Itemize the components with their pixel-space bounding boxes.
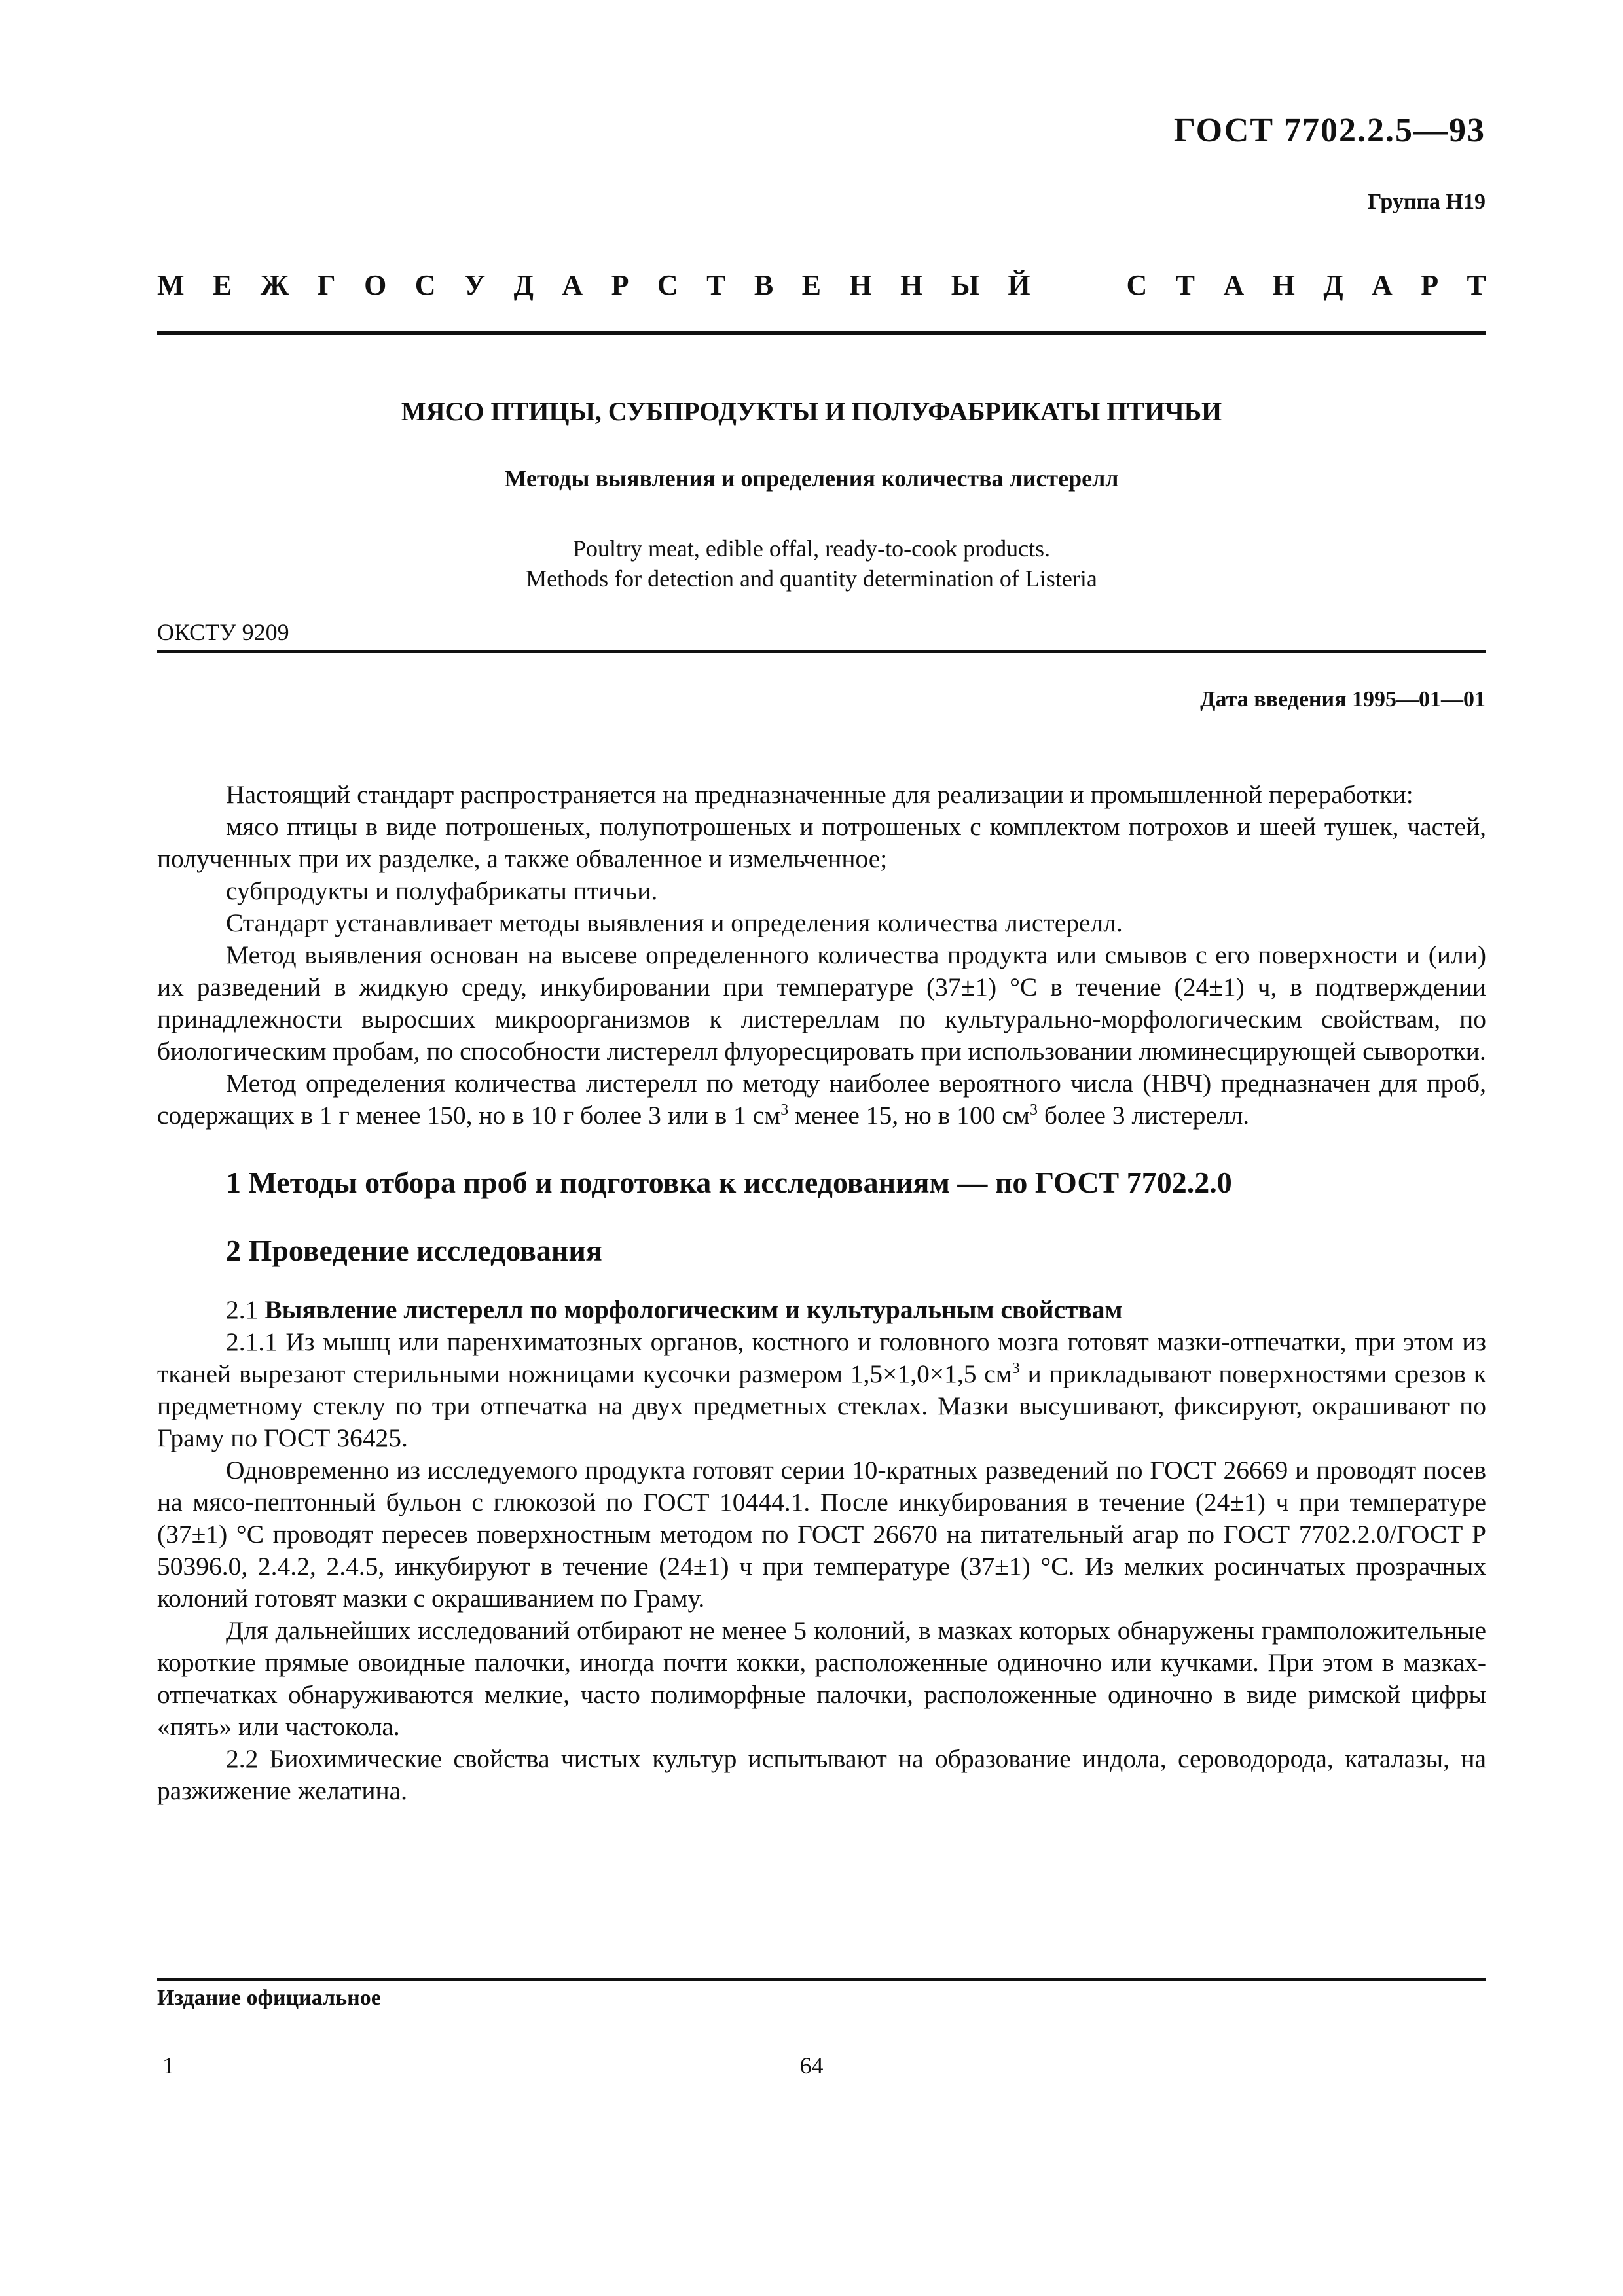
introduction-date: Дата введения 1995—01—01 (1200, 687, 1486, 711)
banner-letter: Т (1175, 269, 1195, 301)
banner-letter: М (157, 269, 185, 301)
subsection-number: 2.1 (226, 1295, 265, 1324)
body-paragraph: Одновременно из исследуемого продукта готовят серии 10-кратных разведений по ГОСТ 26669 и проводят посев на мясо-пептонный бульон с глюкозой по ГОСТ 10444.1. После инкубирования в течение (24±1) ч при температуре (37±1) °С проводят пересев поверхностным методом по ГОСТ 26670 на питательный агар по ГОСТ 7702.2.0/ГОСТ Р 50396.0, 2.4.2, 2.4.5, инкубируют в течение (24±1) ч при температуре (37±1) °С. Из мелких росинчатых прозрачных колоний готовят мазки с окрашиванием по Граму. (157, 1456, 1486, 1613)
page-number: 64 (799, 2053, 824, 2079)
document-title: МЯСО ПТИЦЫ, СУБПРОДУКТЫ И ПОЛУФАБРИКАТЫ ПТИЧЬИ (401, 397, 1222, 426)
subsection-title: Выявление листерелл по морфологическим и культуральным свойствам (264, 1295, 1123, 1324)
banner-letter: О (364, 269, 387, 301)
text-run: и прикладывают поверхностями срезов к предметному стеклу по три отпечатка на двух предметных стеклах. Мазки высушивают, фиксируют, окрашивают по Граму по ГОСТ 36425. (157, 1359, 1486, 1452)
intro-paragraph: Настоящий стандарт распространяется на предназначенные для реализации и промышленной переработки: (226, 780, 1413, 809)
banner-letter: Й (1008, 269, 1030, 301)
page-marker-left: 1 (162, 2053, 174, 2079)
banner-word-gap (1059, 268, 1098, 302)
banner-letter: Т (706, 269, 726, 301)
banner-letter: У (464, 269, 486, 301)
banner-letter: А (562, 269, 583, 301)
superscript: 3 (1012, 1359, 1020, 1377)
banner-letter: Ж (260, 269, 289, 301)
intro-paragraph (157, 1067, 1486, 1132)
group-code: Группа Н19 (1367, 190, 1486, 214)
banner-letter: А (1223, 269, 1245, 301)
banner-letter: Д (1323, 269, 1343, 301)
banner-letter: Д (513, 269, 534, 301)
body-paragraph: Для дальнейших исследований отбирают не менее 5 колоний, в мазках которых обнаружены грамположительные короткие прямые овоидные палочки, иногда почти кокки, расположенные одиночно или кучками. При этом в мазках-отпечатках обнаруживаются мелкие, часто полиморфные палочки, расположенные одиночно в виде римской цифры «пять» или частокола. (157, 1616, 1486, 1741)
okstu-rule (157, 650, 1486, 653)
footer-rule (157, 1978, 1486, 1981)
banner-letter: Г (317, 269, 336, 301)
superscript: 3 (780, 1101, 789, 1119)
banner-letter: Ы (951, 269, 979, 301)
section-1-heading: 1 Методы отбора проб и подготовка к исследованиям — по ГОСТ 7702.2.0 (226, 1166, 1232, 1199)
english-title (0, 533, 1623, 594)
document-body (157, 779, 1486, 1807)
banner-letter: Р (1421, 269, 1439, 301)
banner-letter: Н (1272, 269, 1295, 301)
superscript: 3 (1029, 1101, 1038, 1119)
intro-paragraph: субпродукты и полуфабрикаты птичьи. (226, 876, 658, 905)
text-run: 2.1.1 Из мышц или паренхиматозных органов, костного и головного мозга готовят мазки-отпечатки, при этом из тканей вырезают стерильными ножницами кусочки размером 1,5×1,0×1,5 см (157, 1327, 1486, 1388)
interstate-standard-banner (157, 268, 1486, 302)
banner-letter: Н (900, 269, 923, 301)
banner-letter: Н (849, 269, 872, 301)
subsection-2-1 (157, 1294, 1486, 1326)
banner-letter: Е (801, 269, 822, 301)
banner-letter: В (754, 269, 774, 301)
banner-letter: Е (212, 269, 232, 301)
header-rule (157, 331, 1486, 335)
intro-paragraph: мясо птицы в виде потрошеных, полупотрошеных и потрошеных с комплектом потрохов и шеей тушек, частей, полученных при их разделке, а также обваленное и измельченное; (157, 812, 1486, 873)
banner-letter: А (1372, 269, 1393, 301)
banner-letter: С (657, 269, 678, 301)
section-2-heading: 2 Проведение исследования (226, 1234, 602, 1267)
text-run: менее 15, но в 100 см (788, 1101, 1030, 1130)
subsection-2-2: 2.2 Биохимические свойства чистых культур испытывают на образование индола, сероводорода, каталазы, на разжижение желатина. (157, 1744, 1486, 1805)
banner-letter: Т (1467, 269, 1486, 301)
english-title-line2: Methods for detection and quantity determination of Listeria (526, 565, 1097, 592)
okstu-code: ОКСТУ 9209 (157, 619, 289, 645)
text-run: более 3 листерелл. (1037, 1101, 1250, 1130)
gost-number: ГОСТ 7702.2.5—93 (1173, 112, 1486, 149)
intro-paragraph: Стандарт устанавливает методы выявления и определения количества листерелл. (226, 908, 1123, 937)
official-edition-label: Издание официальное (157, 1986, 381, 2010)
document-subtitle: Методы выявления и определения количества листерелл (504, 465, 1119, 492)
banner-letter: С (414, 269, 436, 301)
english-title-line1: Poultry meat, edible offal, ready-to-cook products. (572, 535, 1051, 562)
banner-letter: С (1126, 269, 1148, 301)
text-run: Метод определения количества листерелл по методу наиболее вероятного числа (НВЧ) предназначен для проб, содержащих в 1 г менее 150, но в 10 г более 3 или в 1 см (157, 1069, 1486, 1130)
banner-letter: Р (611, 269, 629, 301)
subsection-2-1-1 (157, 1326, 1486, 1454)
intro-paragraph: Метод выявления основан на высеве определенного количества продукта или смывов с его поверхности и (или) их разведений в жидкую среду, инкубировании при температуре (37±1) °С в течение (24±1) ч, в подтверждении принадлежности выросших микроорганизмов к листереллам по культурально-морфологическим свойствам, по биологическим пробам, по способности листерелл флуоресцировать при использовании люминесцирующей сыворотки. (157, 941, 1486, 1066)
